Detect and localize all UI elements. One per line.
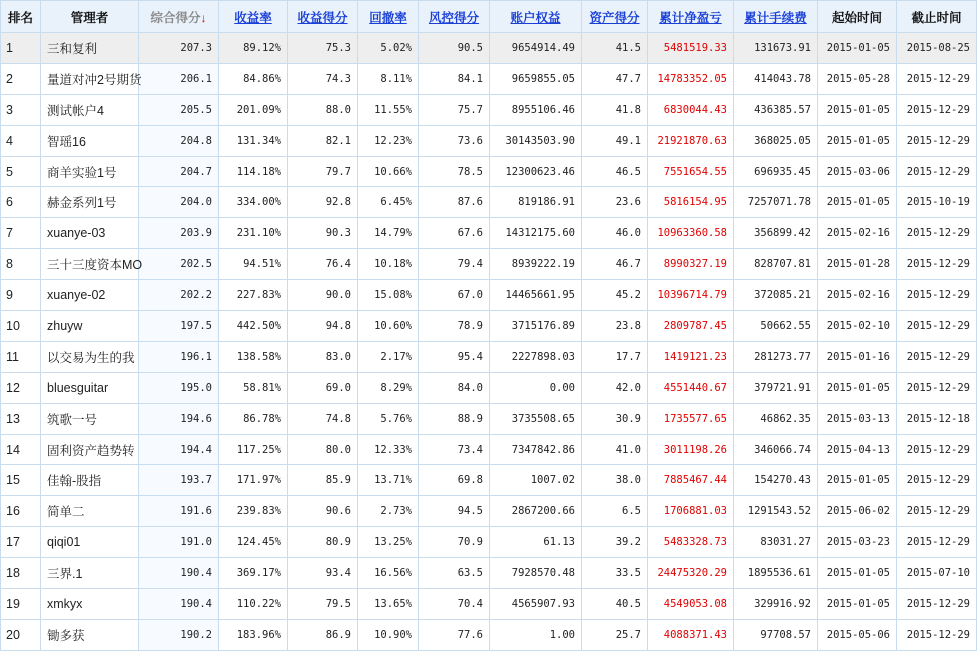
return-score-cell: 69.0: [288, 372, 358, 403]
cum-fees-cell: 50662.55: [734, 311, 818, 342]
return-rate-cell: 183.96%: [219, 619, 288, 650]
return-rate-cell: 201.09%: [219, 94, 288, 125]
rank-cell: 13: [1, 403, 41, 434]
cum-pnl-cell: 6830044.43: [648, 94, 734, 125]
end-date-cell: 2015-10-19: [897, 187, 977, 218]
equity-cell: 14465661.95: [490, 280, 582, 311]
equity-cell: 61.13: [490, 527, 582, 558]
drawdown-cell: 2.73%: [358, 496, 419, 527]
table-row[interactable]: [1, 187, 977, 218]
rank-cell: 4: [1, 125, 41, 156]
risk-score-cell: 84.1: [419, 63, 490, 94]
equity-cell: 7347842.86: [490, 434, 582, 465]
table-row[interactable]: [1, 63, 977, 94]
return-score-cell: 90.6: [288, 496, 358, 527]
total-score-cell: 204.7: [139, 156, 219, 187]
total-score-cell: 205.5: [139, 94, 219, 125]
risk-score-cell: 95.4: [419, 341, 490, 372]
total-score-cell: 204.8: [139, 125, 219, 156]
manager-cell: 锄多获: [41, 619, 139, 650]
return-rate-cell: 117.25%: [219, 434, 288, 465]
cum-pnl-cell: 5816154.95: [648, 187, 734, 218]
equity-cell: 12300623.46: [490, 156, 582, 187]
return-score-cell: 86.9: [288, 619, 358, 650]
return-rate-cell: 114.18%: [219, 156, 288, 187]
asset-score-cell: 41.8: [582, 94, 648, 125]
total-score-cell: 190.2: [139, 619, 219, 650]
equity-cell: 3715176.89: [490, 311, 582, 342]
manager-cell: xuanye-02: [41, 280, 139, 311]
table-row[interactable]: [1, 403, 977, 434]
rank-cell: 5: [1, 156, 41, 187]
header-cum-fees[interactable]: 累计手续费: [734, 1, 818, 33]
start-date-cell: 2015-01-05: [818, 465, 897, 496]
header-total-score[interactable]: [139, 1, 219, 33]
cum-fees-cell: 828707.81: [734, 249, 818, 280]
return-rate-cell: 369.17%: [219, 558, 288, 589]
rank-cell: 19: [1, 589, 41, 620]
return-score-cell: 76.4: [288, 249, 358, 280]
drawdown-cell: 12.33%: [358, 434, 419, 465]
asset-score-cell: 39.2: [582, 527, 648, 558]
rank-cell: 9: [1, 280, 41, 311]
manager-cell: 量道对冲2号期货: [41, 63, 139, 94]
asset-score-cell: 46.5: [582, 156, 648, 187]
rank-cell: 1: [1, 33, 41, 64]
return-rate-cell: 239.83%: [219, 496, 288, 527]
return-score-cell: 79.7: [288, 156, 358, 187]
total-score-cell: 193.7: [139, 465, 219, 496]
return-rate-cell: 442.50%: [219, 311, 288, 342]
start-date-cell: 2015-01-28: [818, 249, 897, 280]
asset-score-cell: 30.9: [582, 403, 648, 434]
cum-pnl-cell: 5483328.73: [648, 527, 734, 558]
start-date-cell: 2015-05-28: [818, 63, 897, 94]
asset-score-cell: 41.0: [582, 434, 648, 465]
start-date-cell: 2015-03-23: [818, 527, 897, 558]
cum-pnl-cell: 4549053.08: [648, 589, 734, 620]
drawdown-cell: 10.18%: [358, 249, 419, 280]
total-score-cell: 207.3: [139, 33, 219, 64]
cum-pnl-cell: 7885467.44: [648, 465, 734, 496]
manager-cell: 赫金系列1号: [41, 187, 139, 218]
total-score-cell: 194.4: [139, 434, 219, 465]
cum-pnl-cell: 1735577.65: [648, 403, 734, 434]
end-date-cell: 2015-12-18: [897, 403, 977, 434]
cum-fees-cell: 1895536.61: [734, 558, 818, 589]
header-total-score-label: 综合得分: [150, 10, 201, 25]
asset-score-cell: 23.6: [582, 187, 648, 218]
drawdown-cell: 15.08%: [358, 280, 419, 311]
risk-score-cell: 87.6: [419, 187, 490, 218]
table-row[interactable]: [1, 280, 977, 311]
cum-pnl-cell: 8990327.19: [648, 249, 734, 280]
return-score-cell: 88.0: [288, 94, 358, 125]
cum-fees-cell: 1291543.52: [734, 496, 818, 527]
asset-score-cell: 17.7: [582, 341, 648, 372]
header-drawdown[interactable]: 回撤率: [358, 1, 419, 33]
start-date-cell: 2015-06-02: [818, 496, 897, 527]
risk-score-cell: 84.0: [419, 372, 490, 403]
rank-cell: 8: [1, 249, 41, 280]
manager-cell: 三十三度资本MO: [41, 249, 139, 280]
table-row[interactable]: [1, 125, 977, 156]
drawdown-cell: 10.60%: [358, 311, 419, 342]
equity-cell: 14312175.60: [490, 218, 582, 249]
table-row[interactable]: [1, 434, 977, 465]
cum-pnl-cell: 7551654.55: [648, 156, 734, 187]
total-score-cell: 197.5: [139, 311, 219, 342]
start-date-cell: 2015-01-05: [818, 372, 897, 403]
end-date-cell: 2015-12-29: [897, 434, 977, 465]
rank-cell: 15: [1, 465, 41, 496]
header-cum-pnl[interactable]: 累计净盈亏: [648, 1, 734, 33]
cum-fees-cell: 46862.35: [734, 403, 818, 434]
end-date-cell: 2015-12-29: [897, 156, 977, 187]
return-score-cell: 90.0: [288, 280, 358, 311]
cum-fees-cell: 379721.91: [734, 372, 818, 403]
return-rate-cell: 89.12%: [219, 33, 288, 64]
total-score-cell: 204.0: [139, 187, 219, 218]
end-date-cell: 2015-12-29: [897, 372, 977, 403]
header-start-date: 起始时间: [818, 1, 897, 33]
rank-cell: 11: [1, 341, 41, 372]
return-rate-cell: 138.58%: [219, 341, 288, 372]
equity-cell: 4565907.93: [490, 589, 582, 620]
table-row[interactable]: [1, 589, 977, 620]
cum-fees-cell: 83031.27: [734, 527, 818, 558]
header-end-date: 截止时间: [897, 1, 977, 33]
start-date-cell: 2015-03-06: [818, 156, 897, 187]
drawdown-cell: 8.11%: [358, 63, 419, 94]
manager-cell: xuanye-03: [41, 218, 139, 249]
total-score-cell: 194.6: [139, 403, 219, 434]
asset-score-cell: 25.7: [582, 619, 648, 650]
total-score-cell: 206.1: [139, 63, 219, 94]
risk-score-cell: 77.6: [419, 619, 490, 650]
total-score-cell: 191.0: [139, 527, 219, 558]
rank-cell: 2: [1, 63, 41, 94]
risk-score-cell: 90.5: [419, 33, 490, 64]
header-rank: 排名: [1, 1, 41, 33]
cum-pnl-cell: 1706881.03: [648, 496, 734, 527]
risk-score-cell: 70.9: [419, 527, 490, 558]
asset-score-cell: 23.8: [582, 311, 648, 342]
asset-score-cell: 46.7: [582, 249, 648, 280]
asset-score-cell: 45.2: [582, 280, 648, 311]
return-rate-cell: 231.10%: [219, 218, 288, 249]
ranking-body: [1, 33, 977, 651]
manager-cell: 简单二: [41, 496, 139, 527]
manager-cell: 商羊实验1号: [41, 156, 139, 187]
cum-fees-cell: 7257071.78: [734, 187, 818, 218]
cum-pnl-cell: 10963360.58: [648, 218, 734, 249]
risk-score-cell: 73.4: [419, 434, 490, 465]
end-date-cell: 2015-12-29: [897, 465, 977, 496]
return-rate-cell: 171.97%: [219, 465, 288, 496]
table-header-row: [1, 1, 977, 33]
asset-score-cell: 38.0: [582, 465, 648, 496]
table-row[interactable]: [1, 372, 977, 403]
table-row[interactable]: [1, 33, 977, 64]
equity-cell: 9654914.49: [490, 33, 582, 64]
risk-score-cell: 94.5: [419, 496, 490, 527]
start-date-cell: 2015-05-06: [818, 619, 897, 650]
asset-score-cell: 33.5: [582, 558, 648, 589]
cum-fees-cell: 368025.05: [734, 125, 818, 156]
cum-pnl-cell: 2809787.45: [648, 311, 734, 342]
total-score-cell: 202.5: [139, 249, 219, 280]
cum-pnl-cell: 10396714.79: [648, 280, 734, 311]
manager-cell: 三界.1: [41, 558, 139, 589]
total-score-cell: 202.2: [139, 280, 219, 311]
equity-cell: 0.00: [490, 372, 582, 403]
cum-pnl-cell: 1419121.23: [648, 341, 734, 372]
cum-fees-cell: 436385.57: [734, 94, 818, 125]
end-date-cell: 2015-08-25: [897, 33, 977, 64]
manager-cell: 以交易为生的我: [41, 341, 139, 372]
start-date-cell: 2015-01-16: [818, 341, 897, 372]
start-date-cell: 2015-01-05: [818, 589, 897, 620]
start-date-cell: 2015-01-05: [818, 33, 897, 64]
return-rate-cell: 84.86%: [219, 63, 288, 94]
cum-fees-cell: 329916.92: [734, 589, 818, 620]
equity-cell: 3735508.65: [490, 403, 582, 434]
equity-cell: 2867200.66: [490, 496, 582, 527]
manager-cell: bluesguitar: [41, 372, 139, 403]
table-row[interactable]: [1, 249, 977, 280]
asset-score-cell: 47.7: [582, 63, 648, 94]
return-score-cell: 94.8: [288, 311, 358, 342]
cum-pnl-cell: 24475320.29: [648, 558, 734, 589]
cum-fees-cell: 356899.42: [734, 218, 818, 249]
table-row[interactable]: [1, 341, 977, 372]
risk-score-cell: 73.6: [419, 125, 490, 156]
total-score-cell: 191.6: [139, 496, 219, 527]
drawdown-cell: 2.17%: [358, 341, 419, 372]
return-score-cell: 92.8: [288, 187, 358, 218]
table-row[interactable]: [1, 496, 977, 527]
cum-fees-cell: 346066.74: [734, 434, 818, 465]
total-score-cell: 190.4: [139, 558, 219, 589]
end-date-cell: 2015-12-29: [897, 125, 977, 156]
cum-pnl-cell: 4088371.43: [648, 619, 734, 650]
return-score-cell: 85.9: [288, 465, 358, 496]
drawdown-cell: 10.66%: [358, 156, 419, 187]
return-rate-cell: 124.45%: [219, 527, 288, 558]
drawdown-cell: 13.25%: [358, 527, 419, 558]
start-date-cell: 2015-02-16: [818, 218, 897, 249]
risk-score-cell: 75.7: [419, 94, 490, 125]
return-rate-cell: 86.78%: [219, 403, 288, 434]
rank-cell: 7: [1, 218, 41, 249]
drawdown-cell: 5.76%: [358, 403, 419, 434]
manager-cell: 智瑶16: [41, 125, 139, 156]
asset-score-cell: 42.0: [582, 372, 648, 403]
return-rate-cell: 58.81%: [219, 372, 288, 403]
rank-cell: 20: [1, 619, 41, 650]
risk-score-cell: 67.0: [419, 280, 490, 311]
cum-fees-cell: 696935.45: [734, 156, 818, 187]
total-score-cell: 203.9: [139, 218, 219, 249]
cum-fees-cell: 154270.43: [734, 465, 818, 496]
return-score-cell: 80.0: [288, 434, 358, 465]
cum-fees-cell: 281273.77: [734, 341, 818, 372]
drawdown-cell: 12.23%: [358, 125, 419, 156]
cum-fees-cell: 131673.91: [734, 33, 818, 64]
start-date-cell: 2015-01-05: [818, 558, 897, 589]
start-date-cell: 2015-01-05: [818, 187, 897, 218]
total-score-cell: 195.0: [139, 372, 219, 403]
equity-cell: 8939222.19: [490, 249, 582, 280]
drawdown-cell: 10.90%: [358, 619, 419, 650]
asset-score-cell: 40.5: [582, 589, 648, 620]
risk-score-cell: 78.9: [419, 311, 490, 342]
end-date-cell: 2015-12-29: [897, 63, 977, 94]
drawdown-cell: 11.55%: [358, 94, 419, 125]
drawdown-cell: 13.71%: [358, 465, 419, 496]
manager-cell: 测试帐户4: [41, 94, 139, 125]
risk-score-cell: 70.4: [419, 589, 490, 620]
end-date-cell: 2015-12-29: [897, 218, 977, 249]
start-date-cell: 2015-02-16: [818, 280, 897, 311]
rank-cell: 14: [1, 434, 41, 465]
manager-cell: 固利资产趋势转: [41, 434, 139, 465]
sort-descending-icon: ↓: [200, 10, 207, 25]
risk-score-cell: 78.5: [419, 156, 490, 187]
end-date-cell: 2015-12-29: [897, 94, 977, 125]
rank-cell: 18: [1, 558, 41, 589]
equity-cell: 30143503.90: [490, 125, 582, 156]
rank-cell: 12: [1, 372, 41, 403]
cum-pnl-cell: 4551440.67: [648, 372, 734, 403]
asset-score-cell: 46.0: [582, 218, 648, 249]
table-row[interactable]: [1, 156, 977, 187]
drawdown-cell: 5.02%: [358, 33, 419, 64]
table-row[interactable]: [1, 218, 977, 249]
drawdown-cell: 14.79%: [358, 218, 419, 249]
equity-cell: 7928570.48: [490, 558, 582, 589]
risk-score-cell: 69.8: [419, 465, 490, 496]
manager-cell: zhuyw: [41, 311, 139, 342]
asset-score-cell: 6.5: [582, 496, 648, 527]
return-score-cell: 82.1: [288, 125, 358, 156]
rank-cell: 17: [1, 527, 41, 558]
drawdown-cell: 8.29%: [358, 372, 419, 403]
asset-score-cell: 41.5: [582, 33, 648, 64]
return-score-cell: 83.0: [288, 341, 358, 372]
drawdown-cell: 6.45%: [358, 187, 419, 218]
cum-pnl-cell: 5481519.33: [648, 33, 734, 64]
return-score-cell: 75.3: [288, 33, 358, 64]
end-date-cell: 2015-12-29: [897, 341, 977, 372]
table-row[interactable]: [1, 619, 977, 650]
end-date-cell: 2015-07-10: [897, 558, 977, 589]
cum-fees-cell: 372085.21: [734, 280, 818, 311]
cum-fees-cell: 97708.57: [734, 619, 818, 650]
equity-cell: 2227898.03: [490, 341, 582, 372]
rank-cell: 6: [1, 187, 41, 218]
start-date-cell: 2015-01-05: [818, 125, 897, 156]
table-row[interactable]: [1, 527, 977, 558]
return-rate-cell: 110.22%: [219, 589, 288, 620]
return-rate-cell: 334.00%: [219, 187, 288, 218]
header-return-score[interactable]: 收益得分: [288, 1, 358, 33]
rank-cell: 16: [1, 496, 41, 527]
header-return-rate[interactable]: 收益率: [219, 1, 288, 33]
return-score-cell: 74.3: [288, 63, 358, 94]
manager-cell: qiqi01: [41, 527, 139, 558]
end-date-cell: 2015-12-29: [897, 619, 977, 650]
total-score-cell: 190.4: [139, 589, 219, 620]
return-score-cell: 93.4: [288, 558, 358, 589]
return-rate-cell: 94.51%: [219, 249, 288, 280]
end-date-cell: 2015-12-29: [897, 249, 977, 280]
table-row[interactable]: [1, 465, 977, 496]
drawdown-cell: 16.56%: [358, 558, 419, 589]
end-date-cell: 2015-12-29: [897, 280, 977, 311]
cum-pnl-cell: 21921870.63: [648, 125, 734, 156]
end-date-cell: 2015-12-29: [897, 311, 977, 342]
header-equity[interactable]: 账户权益: [490, 1, 582, 33]
return-rate-cell: 131.34%: [219, 125, 288, 156]
table-row[interactable]: [1, 311, 977, 342]
start-date-cell: 2015-02-10: [818, 311, 897, 342]
equity-cell: 1007.02: [490, 465, 582, 496]
rank-cell: 10: [1, 311, 41, 342]
risk-score-cell: 88.9: [419, 403, 490, 434]
manager-cell: 三和复利: [41, 33, 139, 64]
cum-pnl-cell: 14783352.05: [648, 63, 734, 94]
equity-cell: 819186.91: [490, 187, 582, 218]
table-row[interactable]: [1, 558, 977, 589]
manager-cell: 佳翰-股指: [41, 465, 139, 496]
equity-cell: 8955106.46: [490, 94, 582, 125]
drawdown-cell: 13.65%: [358, 589, 419, 620]
return-score-cell: 79.5: [288, 589, 358, 620]
cum-pnl-cell: 3011198.26: [648, 434, 734, 465]
start-date-cell: 2015-03-13: [818, 403, 897, 434]
table-row[interactable]: [1, 94, 977, 125]
return-score-cell: 74.8: [288, 403, 358, 434]
equity-cell: 1.00: [490, 619, 582, 650]
cum-fees-cell: 414043.78: [734, 63, 818, 94]
header-risk-score[interactable]: 风控得分: [419, 1, 490, 33]
risk-score-cell: 63.5: [419, 558, 490, 589]
end-date-cell: 2015-12-29: [897, 496, 977, 527]
manager-cell: xmkyx: [41, 589, 139, 620]
asset-score-cell: 49.1: [582, 125, 648, 156]
return-rate-cell: 227.83%: [219, 280, 288, 311]
rank-cell: 3: [1, 94, 41, 125]
total-score-cell: 196.1: [139, 341, 219, 372]
start-date-cell: 2015-01-05: [818, 94, 897, 125]
return-score-cell: 80.9: [288, 527, 358, 558]
equity-cell: 9659855.05: [490, 63, 582, 94]
risk-score-cell: 67.6: [419, 218, 490, 249]
header-asset-score[interactable]: 资产得分: [582, 1, 648, 33]
start-date-cell: 2015-04-13: [818, 434, 897, 465]
manager-cell: 筑歌一号: [41, 403, 139, 434]
end-date-cell: 2015-12-29: [897, 527, 977, 558]
end-date-cell: 2015-12-29: [897, 589, 977, 620]
return-score-cell: 90.3: [288, 218, 358, 249]
header-manager: 管理者: [41, 1, 139, 33]
risk-score-cell: 79.4: [419, 249, 490, 280]
